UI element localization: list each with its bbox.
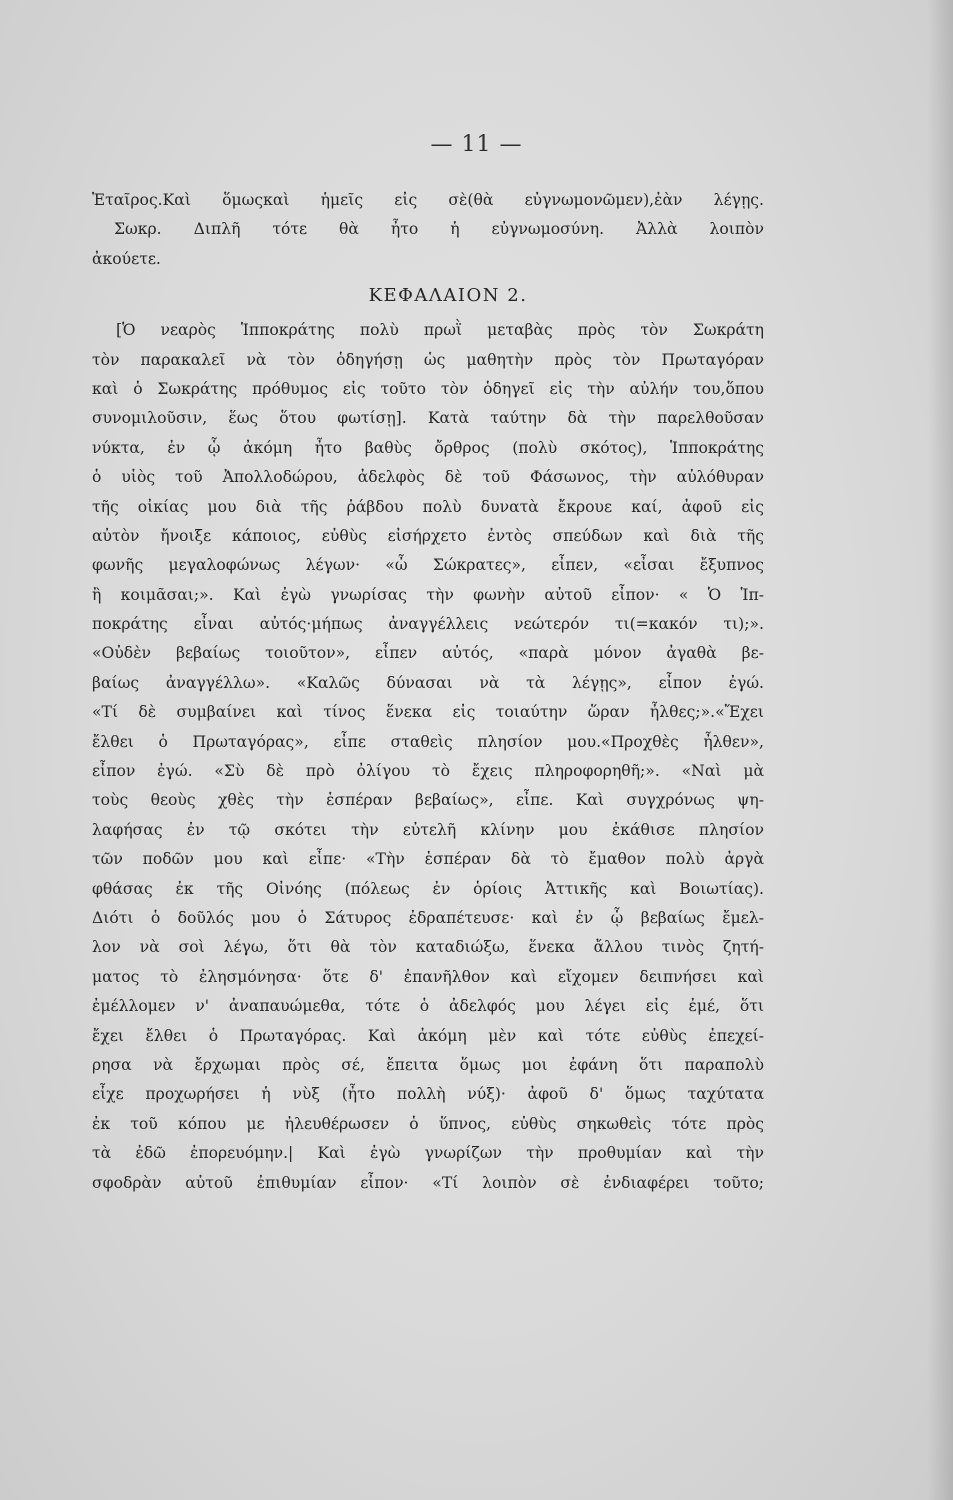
text-line: συνομιλοῦσιν, ἕως ὅτου φωτίσῃ]. Κατὰ ταύτην δὰ τὴν παρελθοῦσαν — [92, 409, 764, 428]
text-line: ἢ κοιμᾶσαι;». Καὶ ἐγὼ γνωρίσας τὴν φωνὴν αὐτοῦ εἶπον· « Ὁ Ἱπ- — [92, 585, 764, 604]
text-line: Σωκρ. Διπλῆ τότε θὰ ἦτο ἡ εὐγνωμοσύνη. Ἀλλὰ λοιπὸν — [114, 220, 764, 239]
text-line: σφοδρὰν αὐτοῦ ἐπιθυμίαν εἶπον· «Τί λοιπὸν σὲ ἐνδιαφέρει τοῦτο; — [92, 1173, 764, 1192]
text-line: αὐτὸν ἤνοιξε κάποιος, εὐθὺς εἰσήρχετο ἐντὸς σπεύδων καὶ διὰ τῆς — [92, 526, 764, 545]
text-line: ποκράτης εἶναι αὐτός·μήπως ἀναγγέλλεις νεώτερόν τι(=κακόν τι);». — [92, 615, 764, 634]
text-line: Διότι ὁ δοῦλός μου ὁ Σάτυρος ἐδραπέτευσε· καὶ ἐν ᾧ βεβαίως ἔμελ- — [92, 908, 764, 927]
text-line: ἔχει ἔλθει ὁ Πρωταγόρας. Καὶ ἀκόμη μὲν καὶ τότε εὐθὺς ἐπεχεί- — [92, 1026, 764, 1045]
text-line: τῆς οἰκίας μου διὰ τῆς ῥάβδου πολὺ δυνατὰ ἔκρουε καί, ἀφοῦ εἰς — [92, 497, 764, 516]
text-line: ματος τὸ ἐλησμόνησα· ὅτε δ' ἐπανῆλθον καὶ εἴχομεν δειπνήσει καὶ — [92, 967, 764, 986]
text-line: ὁ υἱὸς τοῦ Ἀπολλοδώρου, ἀδελφὸς δὲ τοῦ Φάσωνος, τὴν αὐλόθυραν — [92, 468, 764, 487]
text-line: «Τί δὲ συμβαίνει καὶ τίνος ἕνεκα εἰς τοιαύτην ὥραν ἦλθες;».«Ἔχει — [92, 703, 764, 722]
text-line: ἐκ τοῦ κόπου με ἠλευθέρωσεν ὁ ὕπνος, εὐθὺς σηκωθεὶς τότε πρὸς — [92, 1114, 764, 1133]
text-line: βαίως ἀναγγέλλω». «Καλῶς δύνασαι νὰ τὰ λέγῃς», εἶπον ἐγώ. — [92, 673, 764, 692]
text-line: ἀκούετε. — [92, 249, 161, 268]
text-line: εἶπον ἐγώ. «Σὺ δὲ πρὸ ὀλίγου τὸ ἔχεις πληροφορηθῆ;». «Ναὶ μὰ — [92, 762, 764, 781]
text-line: τῶν ποδῶν μου καὶ εἶπε· «Τὴν ἑσπέραν δὰ τὸ ἔμαθον πολὺ ἀργὰ — [92, 850, 764, 869]
text-line: ρησα νὰ ἔρχωμαι πρὸς σέ, ἔπειτα ὅμως μοι ἐφάνη ὅτι παραπολὺ — [92, 1055, 764, 1074]
text-line: καὶ ὁ Σωκράτης πρόθυμος εἰς τοῦτο τὸν ὁδηγεῖ εἰς τὴν αὐλήν του,ὅπου — [92, 379, 764, 398]
text-line: φωνῆς μεγαλοφώνως λέγων· «ὦ Σώκρατες», εἶπεν, «εἶσαι ἔξυπνος — [92, 556, 764, 575]
text-line: Ἑταῖρος.Καὶ ὅμωςκαὶ ἡμεῖς εἰς σὲ(θὰ εὐγνωμονῶμεν),ἐὰν λέγῃς. — [92, 191, 764, 209]
page-number: — 11 — — [430, 132, 523, 157]
text-line: τοὺς θεοὺς χθὲς τὴν ἑσπέραν βεβαίως», εἶπε. Καὶ συγχρόνως ψη- — [92, 791, 764, 810]
text-line: «Οὐδὲν βεβαίως τοιοῦτον», εἶπεν αὐτός, «παρὰ μόνον ἀγαθὰ βε- — [92, 644, 764, 663]
text-line: λαφήσας ἐν τῷ σκότει τὴν εὐτελῆ κλίνην μου ἐκάθισε πλησίον — [92, 820, 764, 839]
text-line: ἐμέλλομεν ν' ἀναπαυώμεθα, τότε ὁ ἀδελφός μου λέγει εἰς ἐμέ, ὅτι — [92, 997, 764, 1016]
text-line: εἶχε προχωρήσει ἡ νὺξ (ἦτο πολλὴ νύξ)· ἀφοῦ δ' ὅμως ταχύτατα — [92, 1085, 764, 1104]
text-line: φθάσας ἐκ τῆς Οἰνόης (πόλεως ἐν ὁρίοις Ἀττικῆς καὶ Βοιωτίας). — [92, 879, 764, 898]
text-line: τὸν παρακαλεῖ νὰ τὸν ὁδηγήσῃ ὡς μαθητὴν πρὸς τὸν Πρωταγόραν — [92, 350, 764, 369]
text-line: νύκτα, ἐν ᾧ ἀκόμη ἦτο βαθὺς ὄρθρος (πολὺ σκότος), Ἱπποκράτης — [92, 438, 764, 457]
chapter-heading: ΚΕΦΑΛΑΙΟΝ 2. — [368, 285, 528, 307]
text-line: ἔλθει ὁ Πρωταγόρας», εἶπε σταθεὶς πλησίον μου.«Προχθὲς ἦλθεν», — [92, 732, 764, 751]
text-line: τὰ ἐδῶ ἐπορευόμην.| Καὶ ἐγὼ γνωρίζων τὴν προθυμίαν καὶ τὴν — [92, 1144, 764, 1163]
text-line: [Ὁ νεαρὸς Ἱπποκράτης πολὺ πρωῒ μεταβὰς πρὸς τὸν Σωκράτη — [116, 321, 764, 340]
page-body — [92, 186, 764, 1198]
text-line: λον νὰ σοὶ λέγω, ὅτι θὰ τὸν καταδιώξω, ἕνεκα ἄλλου τινὸς ζητή- — [92, 938, 764, 957]
